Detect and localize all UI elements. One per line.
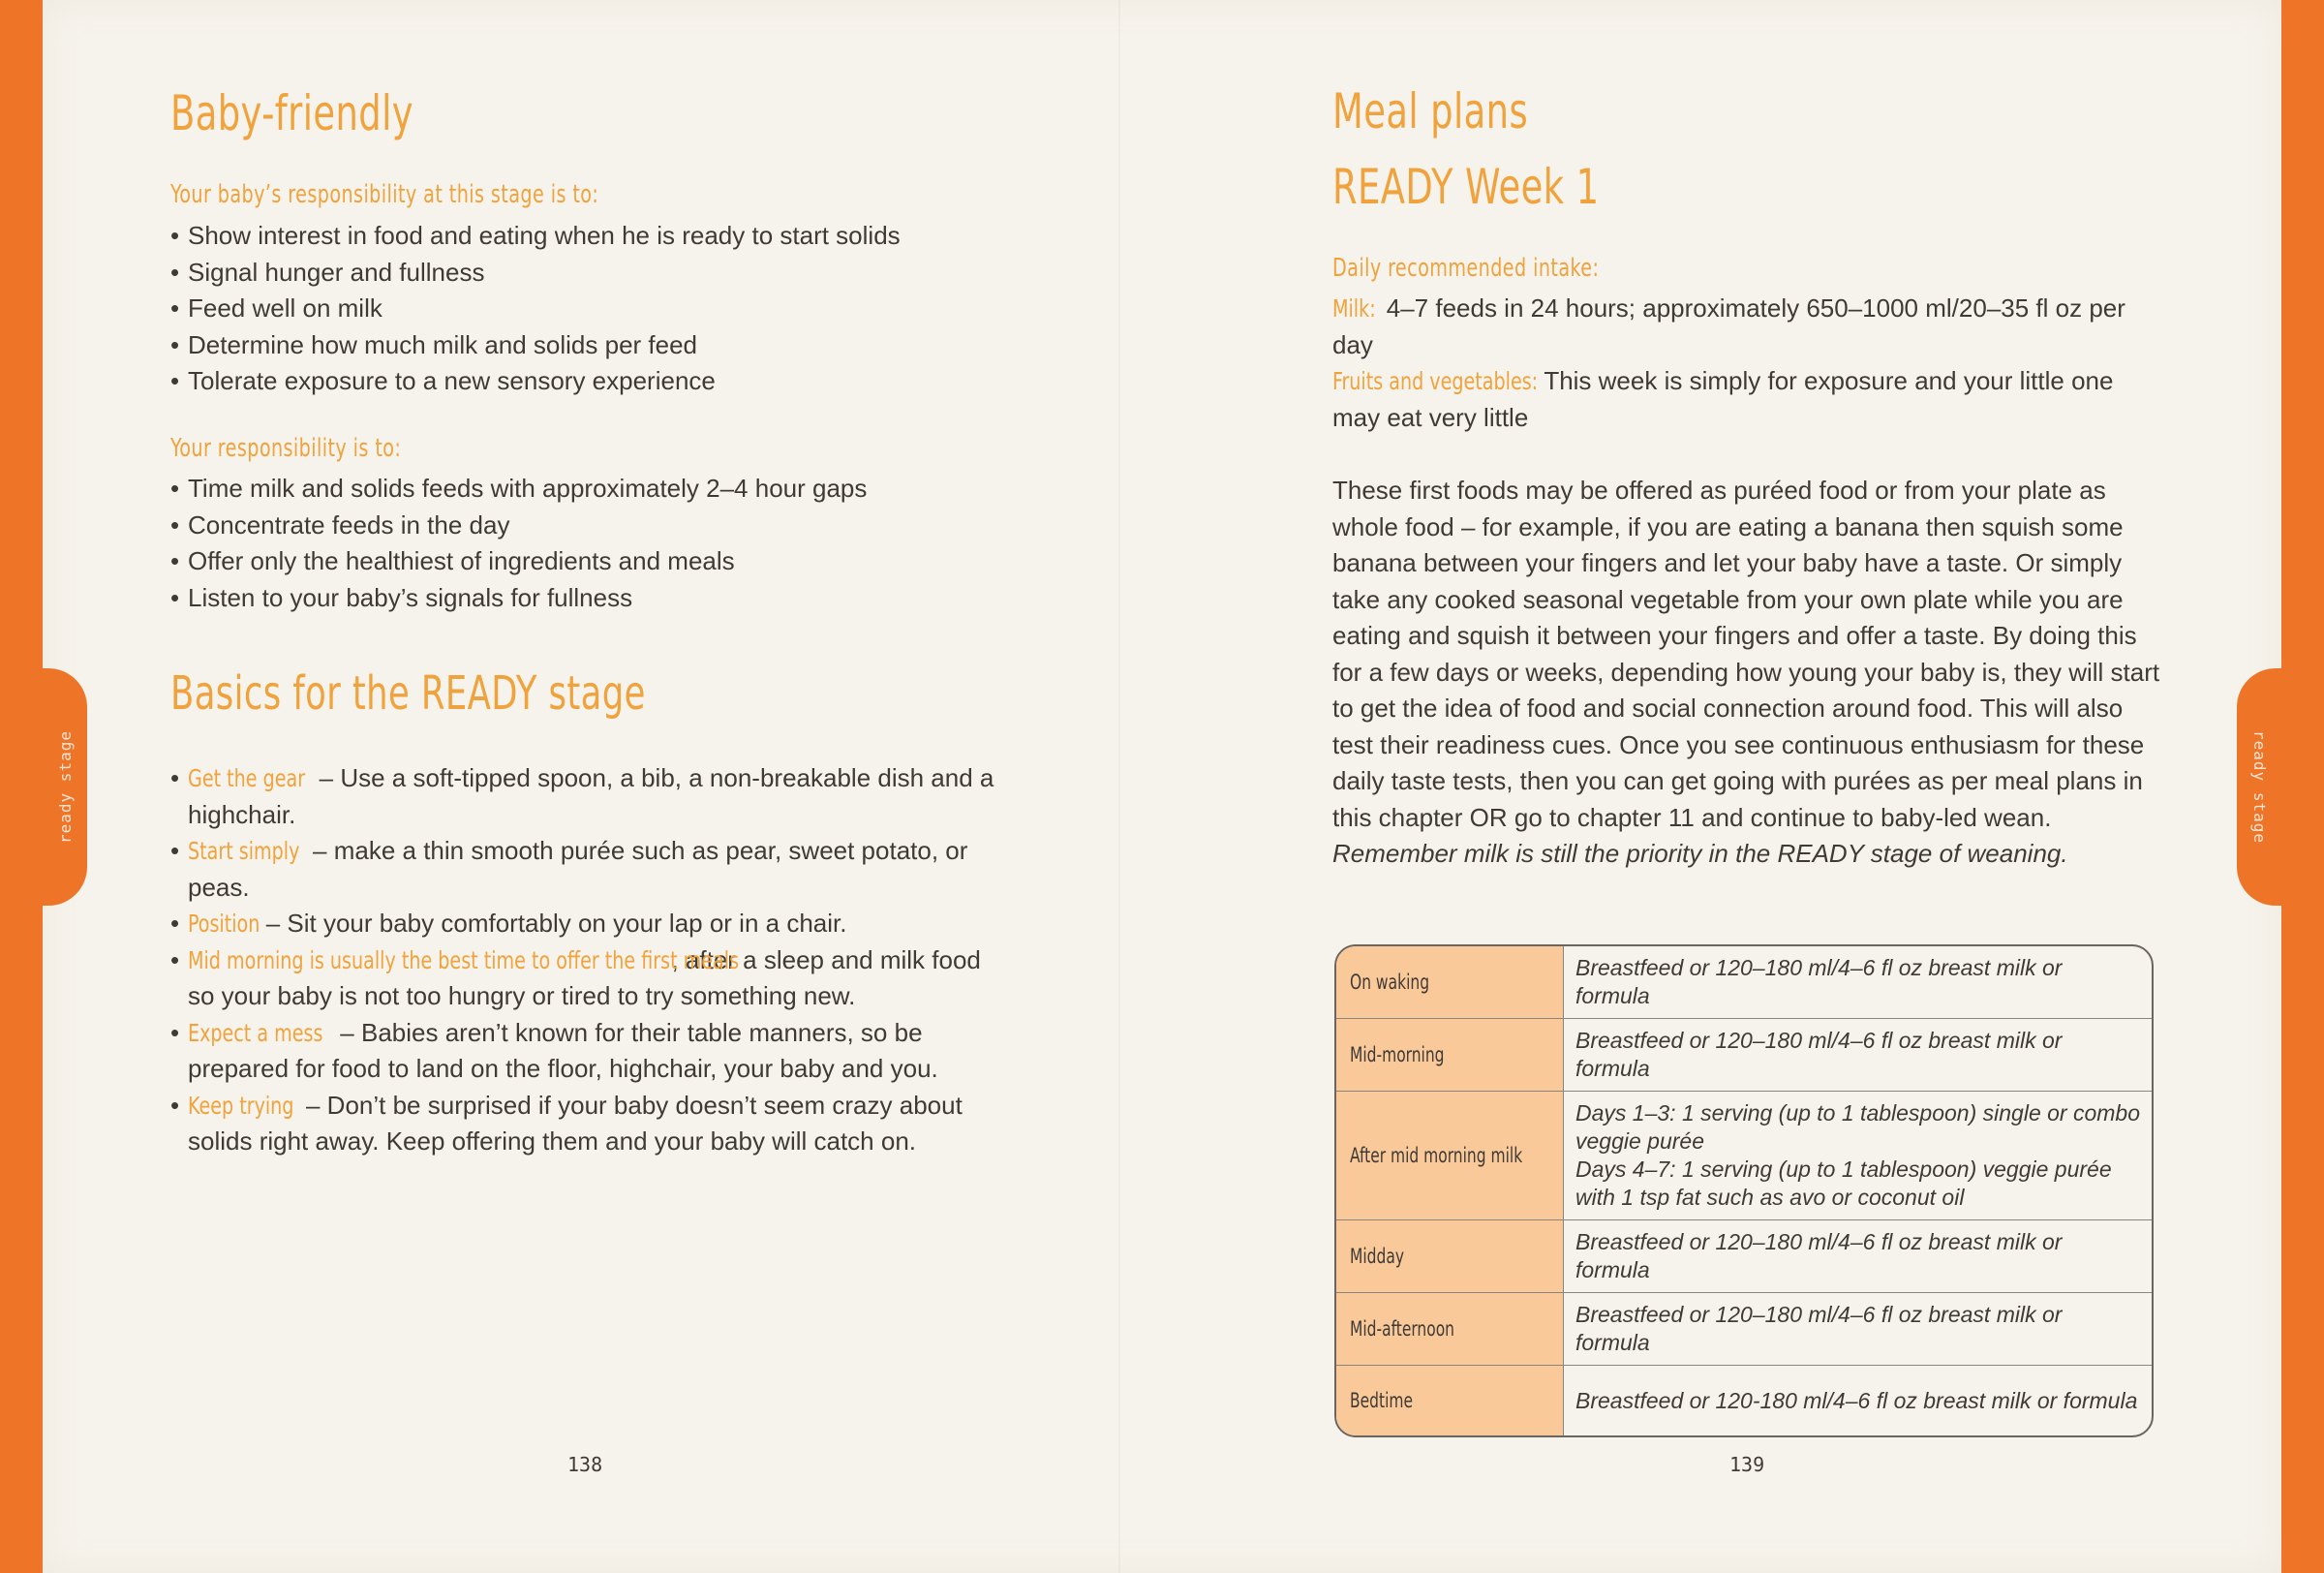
list-item: • Time milk and solids feeds with approximately 2–4 hour gaps	[170, 471, 1023, 508]
list-item: • Tolerate exposure to a new sensory experience	[170, 363, 1023, 400]
list-item: • Feed well on milk	[170, 291, 1023, 327]
keyword: Mid morning is usually the best time to offer the first meals	[188, 945, 740, 974]
table-row	[1336, 1092, 2152, 1220]
table-cell-label: Mid-afternoon	[1336, 1293, 1564, 1366]
page-title: Baby-friendly	[170, 85, 414, 141]
your-responsibility-list	[170, 471, 1023, 616]
side-tab-right	[2237, 668, 2281, 906]
milk-label: Milk:	[1332, 294, 1376, 323]
table-cell-label: Bedtime	[1336, 1366, 1564, 1435]
list-item: • Keep trying – Don’t be surprised if your baby doesn’t seem crazy about solids right away. Keep offering them and your baby will catch on.	[170, 1088, 1003, 1160]
page-number-right: 139	[1729, 1453, 1765, 1476]
table-cell-label: After mid morning milk	[1336, 1092, 1564, 1220]
table-cell-value: Days 1–3: 1 serving (up to 1 tablespoon) single or combo veggie purée Days 4–7: 1 serving (up to 1 tablespoon) veggie purée with 1 tsp fat such as avo or coconut oil	[1564, 1092, 2152, 1220]
side-tab-left	[43, 668, 87, 906]
list-item: • Expect a mess – Babies aren’t known for their table manners, so be prepared for food to land on the floor, highchair, your baby and you.	[170, 1015, 1003, 1088]
side-tab-right-label: ready stage	[2249, 730, 2269, 844]
list-item: • Listen to your baby’s signals for fullness	[170, 580, 1023, 617]
baby-responsibility-list	[170, 218, 1023, 400]
basics-list	[170, 760, 1003, 1160]
intro-paragraph: These first foods may be offered as puréed food or from your plate as whole food – for example, if you are eating a banana then squish some banana between your fingers and let your baby have a taste. Or simply take any cooked seasonal vegetable from your own plate while you are eating and squish it between your fingers and offer a taste. By doing this for a few days or weeks, depending how young your baby is, they will start to get the idea of food and social connection around food. This will also test their readiness cues. Once you see continuous enthusiasm for these daily taste tests, then you can get going with purées as per meal plans in this chapter OR go to chapter 11 and continue to baby-led wean. Remember milk is still the priority in the READY stage of weaning.	[1332, 476, 2160, 868]
fruits-vegetables-intake: Fruits and vegetables: This week is simply for exposure and your little one may eat very little	[1332, 363, 2165, 436]
list-item: • Signal hunger and fullness	[170, 255, 1023, 292]
table-cell-label: Midday	[1336, 1220, 1564, 1293]
table-cell-value: Breastfeed or 120–180 ml/4–6 fl oz breast milk or formula	[1564, 946, 2152, 1019]
baby-responsibility-heading: Your baby’s responsibility at this stage is to:	[170, 180, 599, 209]
paragraph-emphasis: Remember milk is still the priority in the READY stage of weaning.	[1332, 839, 2068, 868]
intake-heading: Daily recommended intake:	[1332, 254, 1600, 283]
week-title: READY Week 1	[1332, 159, 1600, 215]
keyword: Get the gear	[188, 764, 306, 792]
left-page	[170, 0, 1023, 1573]
milk-intake: Milk: 4–7 feeds in 24 hours; approximately 650–1000 ml/20–35 fl oz per day	[1332, 291, 2165, 363]
table-row	[1336, 1220, 2152, 1293]
keyword: Keep trying	[188, 1091, 294, 1120]
table-cell-value: Breastfeed or 120–180 ml/4–6 fl oz breast milk or formula	[1564, 1220, 2152, 1293]
keyword: Expect a mess	[188, 1018, 323, 1047]
table-row	[1336, 1293, 2152, 1366]
keyword: Start simply	[188, 837, 300, 865]
list-item: • Start simply – make a thin smooth purée such as pear, sweet potato, or peas.	[170, 833, 1003, 906]
meal-plan-table	[1334, 944, 2154, 1437]
table-row	[1336, 946, 2152, 1019]
table-cell-value: Breastfeed or 120–180 ml/4–6 fl oz breast milk or formula	[1564, 1019, 2152, 1092]
list-item: • Mid morning is usually the best time to offer the first meals, after a sleep and milk food so your baby is not too hungry or tired to try something new.	[170, 942, 1003, 1015]
table-cell-label: On waking	[1336, 946, 1564, 1019]
list-item: • Get the gear – Use a soft-tipped spoon, a bib, a non-breakable dish and a highchair.	[170, 760, 1003, 833]
table-row	[1336, 1019, 2152, 1092]
book-gutter	[1118, 0, 1120, 1573]
list-item: • Position – Sit your baby comfortably on your lap or in a chair.	[170, 906, 1003, 942]
fruits-vegetables-label: Fruits and vegetables:	[1332, 367, 1539, 395]
table-cell-value: Breastfeed or 120-180 ml/4–6 fl oz breast milk or formula	[1575, 1387, 2138, 1413]
list-item: • Determine how much milk and solids per feed	[170, 327, 1023, 364]
page-number-left: 138	[567, 1453, 603, 1476]
list-item: • Offer only the healthiest of ingredients and meals	[170, 543, 1023, 580]
meal-plans-title: Meal plans	[1332, 83, 1529, 139]
basics-heading: Basics for the READY stage	[170, 666, 646, 721]
table-row	[1336, 1366, 2152, 1435]
list-item: • Show interest in food and eating when he is ready to start solids	[170, 218, 1023, 255]
side-tab-left-label: ready stage	[55, 730, 75, 844]
keyword: Position	[188, 910, 260, 938]
list-item: • Concentrate feeds in the day	[170, 508, 1023, 544]
your-responsibility-heading: Your responsibility is to:	[170, 434, 402, 463]
table-cell-label: Mid-morning	[1336, 1019, 1564, 1092]
table-cell-value: Breastfeed or 120–180 ml/4–6 fl oz breast milk or formula	[1564, 1293, 2152, 1366]
